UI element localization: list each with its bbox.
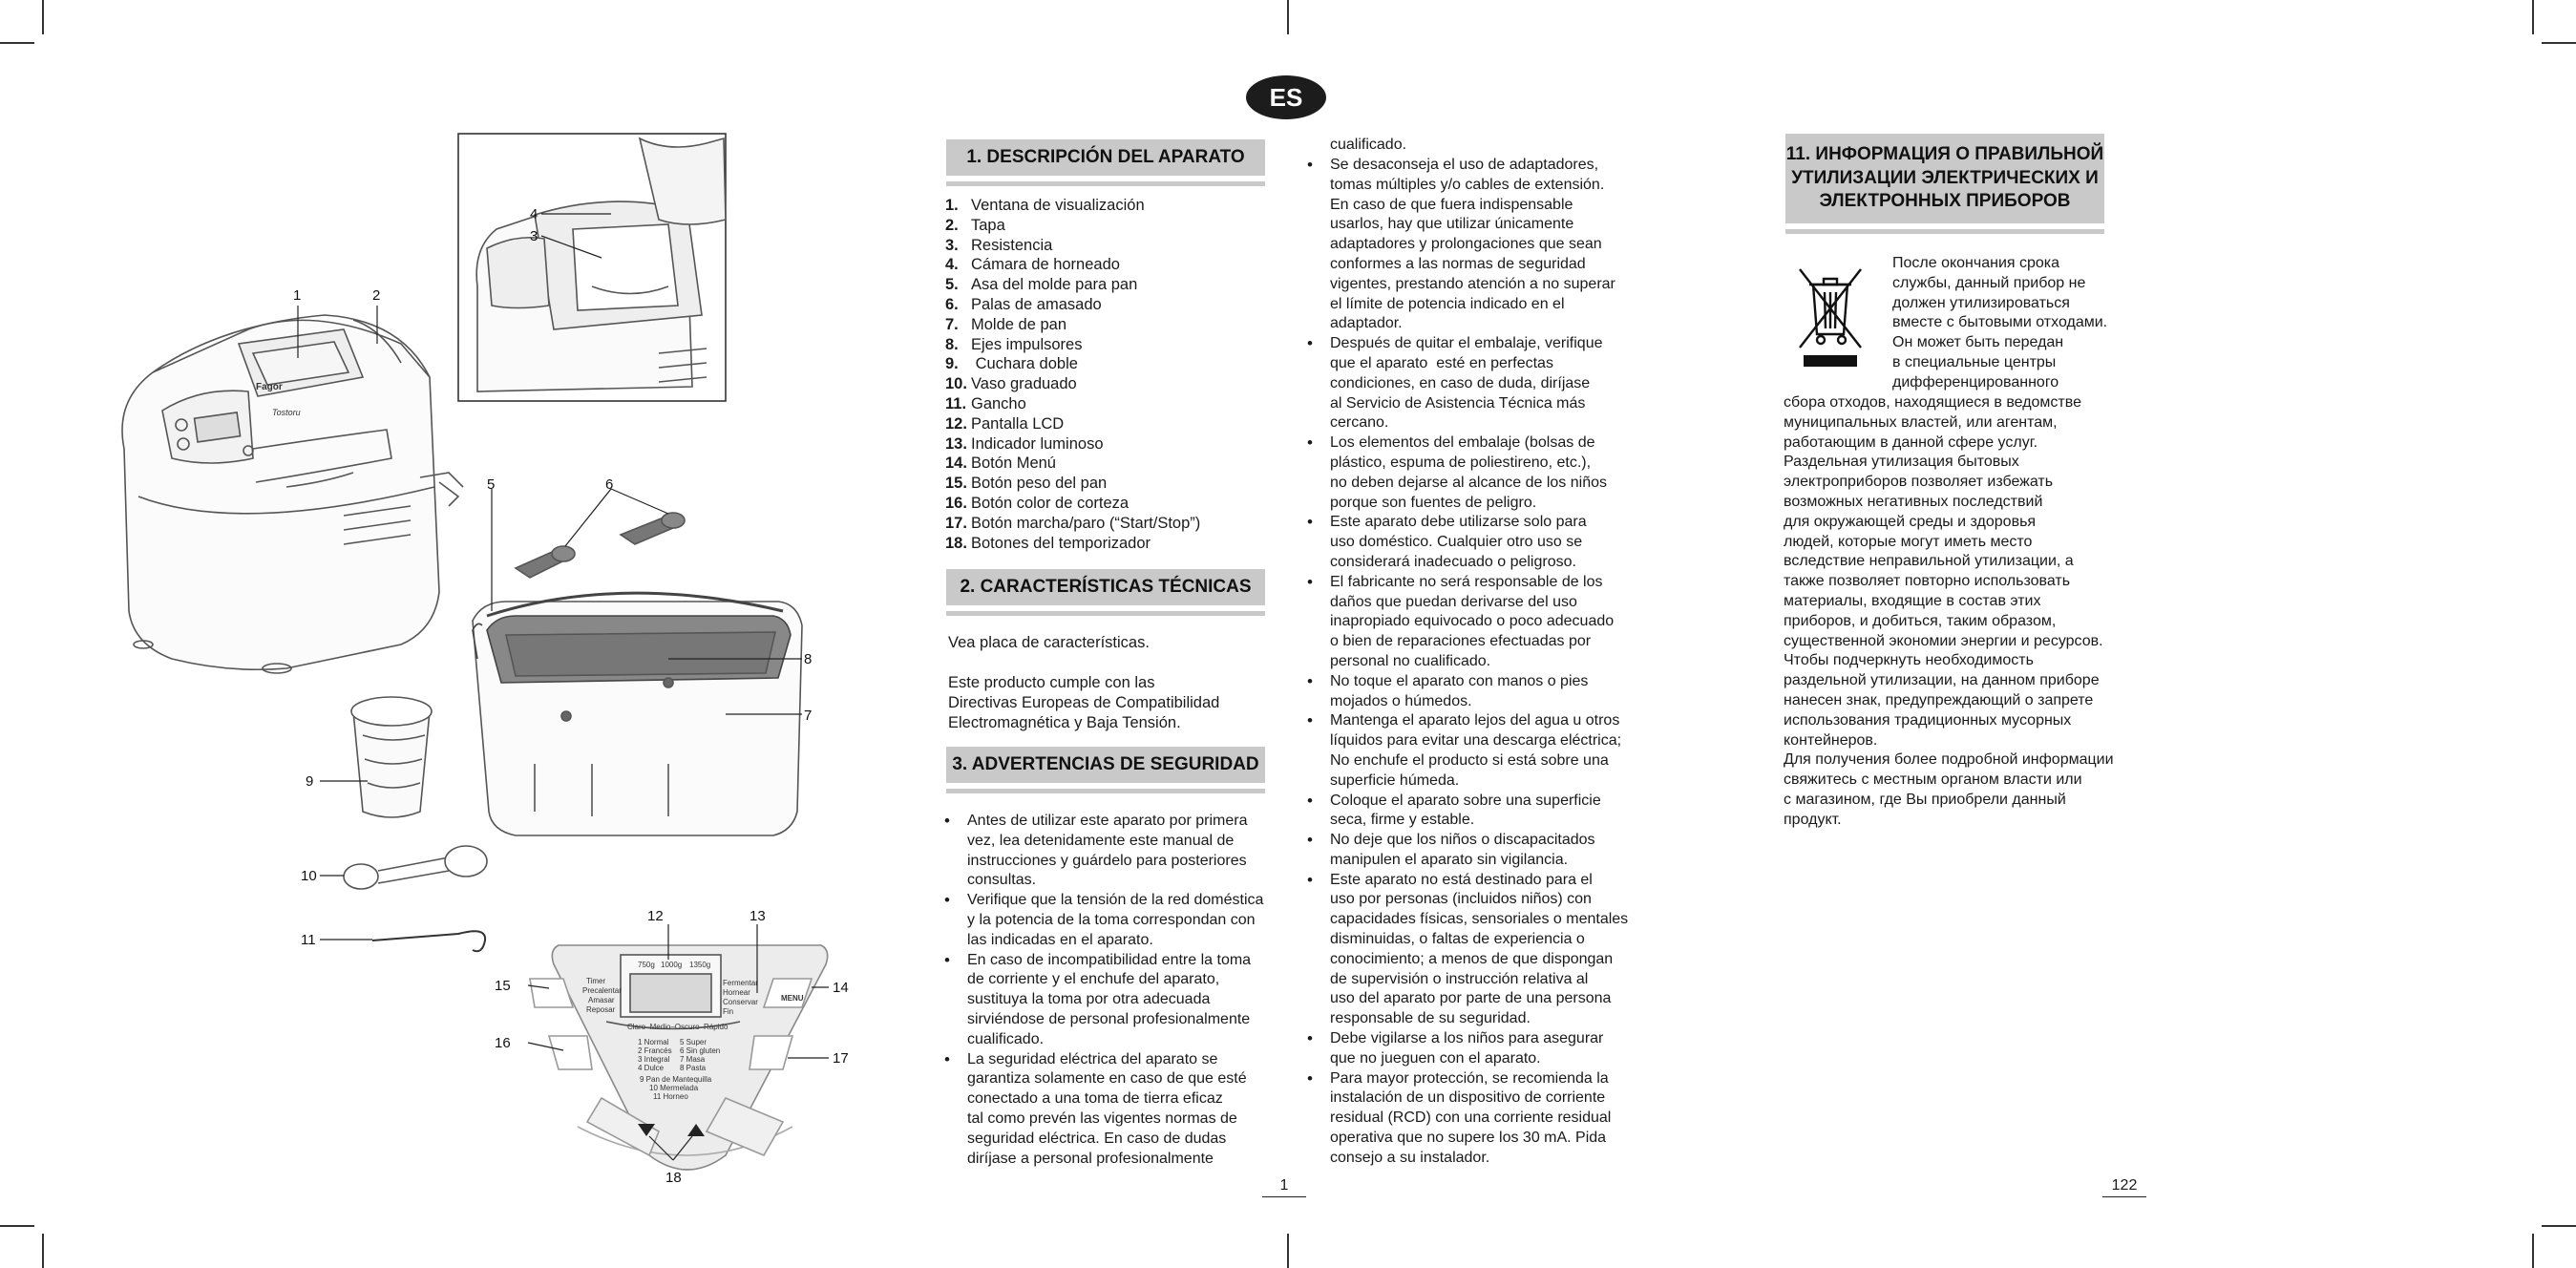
parts-list-text: Botones del temporizador xyxy=(971,534,1151,552)
safety-line: condiciones, en caso de duda, diríjase xyxy=(1330,374,1591,391)
safety-item xyxy=(944,812,1274,891)
safety-line: tomas múltiples y/o cables de extensión. xyxy=(1330,176,1605,193)
parts-list-number: 9. xyxy=(945,355,959,373)
callout-2: 2 xyxy=(372,287,381,304)
weee-line: материалы, входящие в состав этих xyxy=(1784,592,2041,609)
callout-12: 12 xyxy=(647,908,664,924)
safety-line: Este aparato debe utilizarse solo para xyxy=(1330,514,1587,531)
parts-list-number: 12. xyxy=(945,414,967,433)
panel-menu-item: 1 Normal xyxy=(638,1038,669,1046)
parts-list-item xyxy=(945,434,1200,454)
parts-list-number: 6. xyxy=(945,295,959,313)
panel-weight-1: 750g xyxy=(638,961,655,969)
safety-line: consejo a su instalador. xyxy=(1330,1149,1490,1166)
panel-menu-item: 2 Francés xyxy=(638,1046,672,1055)
safety-line: diríjase a personal profesionalmente xyxy=(967,1150,1214,1167)
safety-item xyxy=(1307,433,1636,513)
safety-line: al Servicio de Asistencia Técnica más xyxy=(1330,394,1586,412)
safety-item xyxy=(944,891,1274,950)
parts-list-text: Cámara de horneado xyxy=(971,256,1120,274)
parts-list-item xyxy=(945,335,1200,355)
safety-line: personal no cualificado. xyxy=(1330,652,1491,669)
parts-list-item xyxy=(945,494,1200,514)
safety-item xyxy=(1307,1069,1636,1169)
page-number-right: 122 xyxy=(2102,1177,2146,1197)
callout-17: 17 xyxy=(833,1050,849,1067)
parts-list-item xyxy=(945,474,1200,494)
safety-line: responsable de su seguridad. xyxy=(1330,1010,1531,1027)
parts-list-item xyxy=(945,414,1200,434)
safety-line: manipulen el aparato sin vigilancia. xyxy=(1330,851,1569,868)
parts-list-text: Pantalla LCD xyxy=(971,414,1065,433)
parts-list-item xyxy=(945,236,1200,256)
parts-list-text: Resistencia xyxy=(971,236,1053,254)
safety-line: seguridad eléctrica. En caso de dudas xyxy=(967,1130,1227,1147)
callout-18: 18 xyxy=(665,1170,682,1186)
safety-item xyxy=(1307,1029,1636,1069)
callout-13: 13 xyxy=(750,908,766,924)
safety-line: las indicadas en el aparato. xyxy=(967,931,1153,948)
section-3-rule xyxy=(946,789,1265,793)
directives-text: Este producto cumple con las Directivas Europeas de Compatibilidad Electromagnética y Baja Tensión. xyxy=(948,674,1220,731)
crop-mark xyxy=(42,1234,44,1268)
safety-list-col2 xyxy=(1307,156,1636,1169)
safety-line: mojados o húmedos. xyxy=(1330,692,1472,709)
safety-item xyxy=(944,951,1274,1050)
safety-line: inapropiado equivocado o poco adecuado xyxy=(1330,613,1615,630)
weee-line: нанесен знак, предупреждающий о запрете xyxy=(1784,691,2094,708)
safety-line: No deje que los niños o discapacitados xyxy=(1330,832,1595,849)
weee-line: в специальные центры xyxy=(1892,353,2057,370)
callout-5: 5 xyxy=(487,476,496,493)
parts-list-text: Cuchara doble xyxy=(971,355,1078,373)
crop-mark xyxy=(2542,42,2576,44)
parts-list-item xyxy=(945,534,1200,554)
parts-list-number: 11. xyxy=(945,394,967,412)
safety-line: disminuidas, o faltas de experiencia o xyxy=(1330,931,1585,948)
weee-line: вместе с бытовыми отходами. xyxy=(1892,314,2108,331)
safety-item xyxy=(1307,831,1636,871)
weee-line: раздельной утилизации, на данном приборе xyxy=(1784,672,2100,689)
crop-mark xyxy=(0,1225,34,1227)
callout-16: 16 xyxy=(495,1035,511,1051)
safety-line: residual (RCD) con una corriente residual xyxy=(1330,1110,1612,1127)
safety-line: sirviéndose de personal profesionalmente xyxy=(967,1010,1251,1027)
callout-6: 6 xyxy=(605,476,614,493)
parts-list-item xyxy=(945,275,1200,295)
parts-list-item xyxy=(945,315,1200,335)
callout-9: 9 xyxy=(306,773,314,790)
panel-left-label: Reposar xyxy=(586,1005,616,1014)
safety-item xyxy=(1307,871,1636,1029)
safety-item xyxy=(1307,792,1636,832)
parts-list-item xyxy=(945,295,1200,315)
parts-list-number: 14. xyxy=(945,454,967,473)
parts-list-text: Vaso graduado xyxy=(971,375,1077,393)
parts-list-number: 16. xyxy=(945,494,967,512)
safety-continuation: cualificado. xyxy=(1330,137,1407,153)
parts-list-number: 17. xyxy=(945,514,967,532)
weee-line: возможных негативных последствий xyxy=(1784,493,2043,510)
safety-item xyxy=(1307,334,1636,433)
weee-line: контейнеров. xyxy=(1784,731,1878,749)
safety-line: Mantenga el aparato lejos del agua u otros xyxy=(1330,712,1620,729)
section-3-heading: 3. ADVERTENCIAS DE SEGURIDAD xyxy=(946,747,1265,783)
parts-list-text: Botón marcha/paro (“Start/Stop”) xyxy=(971,514,1201,532)
safety-line: adaptador. xyxy=(1330,315,1403,332)
safety-line: consultas. xyxy=(967,872,1037,889)
model-logo: Tostoru xyxy=(272,408,301,417)
panel-menu-item: 6 Sin gluten xyxy=(680,1046,721,1055)
safety-line: tal como prevén las vigentes normas de xyxy=(967,1110,1237,1127)
language-badge: ES xyxy=(1246,75,1326,119)
safety-line: Después de quitar el embalaje, verifique xyxy=(1330,335,1603,352)
safety-item xyxy=(1307,573,1636,672)
safety-line: La seguridad eléctrica del aparato se xyxy=(967,1050,1218,1067)
weee-line: работающим в данной сфере услуг. xyxy=(1784,433,2038,451)
section-2-rule xyxy=(946,611,1265,616)
weee-line: сбора отходов, находящиеся в ведомстве xyxy=(1784,394,2081,411)
weee-line: Раздельная утилизация бытовых xyxy=(1784,454,2019,471)
safety-line: considerará inadecuado o peligroso. xyxy=(1330,553,1576,570)
safety-line: El fabricante no será responsable de los xyxy=(1330,573,1603,590)
safety-line: adaptadores y prolongaciones que sean xyxy=(1330,236,1602,253)
safety-line: que no jueguen con el aparato. xyxy=(1330,1049,1541,1067)
section-11-heading: 11. ИНФОРМАЦИЯ О ПРАВИЛЬНОЙ УТИЛИЗАЦИИ ЭЛЕКТРИЧЕСКИХ И ЭЛЕКТРОННЫХ ПРИБОРОВ xyxy=(1785,134,2104,223)
parts-list-number: 13. xyxy=(945,434,967,453)
parts-list-item xyxy=(945,394,1200,414)
safety-item xyxy=(944,1050,1274,1170)
weee-crossed-bin-icon xyxy=(1792,260,1869,374)
safety-line: conectado a una toma de tierra eficaz xyxy=(967,1090,1223,1108)
panel-weight-3: 1350g xyxy=(689,961,711,969)
safety-line: instalación de un dispositivo de corriente xyxy=(1330,1089,1606,1107)
parts-list-number: 2. xyxy=(945,216,959,234)
safety-line: capacidades físicas, sensoriales o mentales xyxy=(1330,911,1629,928)
safety-line: Para mayor protección, se recomienda la xyxy=(1330,1069,1609,1087)
weee-line: продукт. xyxy=(1784,811,1842,828)
parts-list-text: Asa del molde para pan xyxy=(971,276,1138,294)
parts-list-number: 4. xyxy=(945,256,959,274)
parts-list-number: 10. xyxy=(945,375,967,393)
parts-list-item xyxy=(945,354,1200,374)
safety-line: Los elementos del embalaje (bolsas de xyxy=(1330,434,1595,452)
safety-line: uso doméstico. Cualquier otro uso se xyxy=(1330,534,1583,551)
safety-line: En caso de incompatibilidad entre la toma xyxy=(967,951,1252,968)
panel-menu-item: 5 Super xyxy=(680,1038,707,1046)
section-1-heading: 1. DESCRIPCIÓN DEL APARATO xyxy=(946,139,1265,176)
safety-line: seca, firme y estable. xyxy=(1330,812,1475,829)
weee-line: людей, которые могут иметь место xyxy=(1784,533,2033,550)
parts-list-number: 5. xyxy=(945,276,959,294)
safety-line: de corriente y el enchufe del aparato, xyxy=(967,971,1220,988)
parts-list-item xyxy=(945,514,1200,534)
safety-line: Verifique que la tensión de la red doméstica xyxy=(967,892,1264,909)
safety-line: o bien de reparaciones efectuadas por xyxy=(1330,633,1592,650)
panel-menu-item: 3 Integral xyxy=(638,1055,670,1064)
safety-line: cercano. xyxy=(1330,414,1389,432)
safety-line: vez, lea detenidamente este manual de xyxy=(967,832,1235,849)
panel-menu-item: 10 Mermelada xyxy=(649,1084,699,1092)
safety-line: vigentes, prestando atención a no superar xyxy=(1330,275,1615,292)
parts-list-item xyxy=(945,255,1200,275)
callout-11: 11 xyxy=(301,932,316,948)
safety-line: plástico, espuma de poliestireno, etc.), xyxy=(1330,454,1592,471)
safety-item xyxy=(1307,672,1636,712)
parts-list-item xyxy=(945,216,1200,236)
parts-list-text: Tapa xyxy=(971,216,1005,234)
safety-line: Se desaconseja el uso de adaptadores, xyxy=(1330,157,1599,173)
panel-menu-item: 8 Pasta xyxy=(680,1064,707,1072)
safety-line: cualificado. xyxy=(967,1030,1045,1047)
safety-line: No toque el aparato con manos o pies xyxy=(1330,672,1589,689)
callout-3: 3 xyxy=(530,228,538,244)
crop-mark xyxy=(2532,1234,2534,1268)
parts-list-text: Indicador luminoso xyxy=(971,434,1104,453)
parts-list-text: Botón color de corteza xyxy=(971,494,1130,512)
panel-left-label: Precalentar xyxy=(582,986,622,995)
panel-menu-item: 7 Masa xyxy=(680,1055,706,1064)
safety-item xyxy=(1307,513,1636,572)
safety-line: Antes de utilizar este aparato por primera xyxy=(967,813,1248,829)
panel-menu-item: 11 Horneo xyxy=(653,1092,688,1101)
safety-line: y la potencia de la toma correspondan con xyxy=(967,911,1256,928)
parts-list-text: Palas de amasado xyxy=(971,295,1102,313)
weee-line: для окружающей среды и здоровья xyxy=(1784,513,2037,530)
safety-line: daños que puedan derivarse del uso xyxy=(1330,593,1577,610)
weee-line: Для получения более подробной информации xyxy=(1784,751,2114,769)
callout-1: 1 xyxy=(293,287,302,304)
weee-line: Он может быть передан xyxy=(1892,334,2064,351)
crop-mark xyxy=(1287,0,1289,34)
safety-line: garantiza solamente en caso de que esté xyxy=(967,1070,1247,1088)
weee-line: службы, данный прибор не xyxy=(1892,274,2086,291)
weee-line: также позволяет повторно использовать xyxy=(1784,573,2071,590)
callout-7: 7 xyxy=(804,708,813,724)
panel-left-label: Amasar xyxy=(588,996,615,1004)
weee-line: с магазином, где Вы приобрели данный xyxy=(1784,791,2066,808)
panel-right-label: Conservar xyxy=(723,998,758,1006)
parts-list-text: Botón Menú xyxy=(971,454,1056,473)
weee-line: муниципальных властей, или агентам, xyxy=(1784,413,2058,431)
panel-right-label: Hornear xyxy=(723,988,750,997)
safety-line: sustituya la toma por otra adecuada xyxy=(967,991,1211,1008)
panel-menu-item: 9 Pan de Mantequilla xyxy=(640,1075,712,1084)
weee-line: После окончания срока xyxy=(1892,255,2060,271)
safety-line: En caso de que fuera indispensable xyxy=(1330,196,1573,213)
parts-list-text: Ejes impulsores xyxy=(971,335,1083,353)
callout-4: 4 xyxy=(530,206,538,222)
weee-text-body xyxy=(1784,393,2114,831)
safety-line: que el aparato esté en perfectas xyxy=(1330,354,1553,371)
section-11-rule xyxy=(1785,229,2104,234)
panel-left-label: Timer xyxy=(586,977,606,985)
panel-menu-button-label: MENU xyxy=(781,994,804,1003)
brand-logo: Fagor xyxy=(256,382,283,392)
safety-item xyxy=(1307,711,1636,791)
page-number-left: 1 xyxy=(1262,1177,1306,1197)
parts-list-number: 8. xyxy=(945,335,959,353)
parts-list-number: 15. xyxy=(945,475,967,493)
safety-line: de supervisión o instrucción relativa al xyxy=(1330,970,1589,987)
panel-crust-row: Claro–Medio–Oscuro–Rápido xyxy=(627,1023,728,1031)
weee-line: свяжитесь с местным органом власти или xyxy=(1784,771,2082,789)
safety-line: conformes a las normas de seguridad xyxy=(1330,255,1586,272)
callout-15: 15 xyxy=(495,978,511,994)
crop-mark xyxy=(2542,1225,2576,1227)
parts-list-number: 3. xyxy=(945,236,959,254)
section-2-heading: 2. CARACTERÍSTICAS TÉCNICAS xyxy=(946,569,1265,605)
parts-list-text: Gancho xyxy=(971,394,1026,412)
safety-line: usarlos, hay que utilizar únicamente xyxy=(1330,216,1574,233)
panel-right-label: Fin xyxy=(723,1007,734,1016)
safety-list-col1 xyxy=(944,812,1274,1169)
crop-mark xyxy=(1287,1234,1289,1268)
weee-line: использования традиционных мусорных xyxy=(1784,711,2072,729)
parts-list-item xyxy=(945,196,1200,216)
parts-list-item xyxy=(945,374,1200,394)
weee-line: Чтобы подчеркнуть необходимость xyxy=(1784,652,2034,669)
safety-line: No enchufe el producto si está sobre una xyxy=(1330,751,1609,769)
parts-list-number: 7. xyxy=(945,315,959,333)
panel-menu-item: 4 Dulce xyxy=(638,1064,665,1072)
panel-right-label: Fermentar xyxy=(723,979,758,987)
safety-line: operativa que no supere los 30 mA. Pida xyxy=(1330,1130,1607,1147)
parts-list-text: Ventana de visualización xyxy=(971,197,1145,214)
callout-14: 14 xyxy=(833,980,849,996)
safety-line: líquidos para evitar una descarga eléctrica; xyxy=(1330,732,1622,750)
safety-line: el límite de potencia indicado en el xyxy=(1330,295,1565,312)
safety-line: instrucciones y guárdelo para posteriores xyxy=(967,852,1247,869)
weee-line: дифференцированного xyxy=(1892,373,2059,391)
safety-line: Debe vigilarse a los niños para asegurar xyxy=(1330,1030,1604,1047)
weee-line: должен утилизироваться xyxy=(1892,294,2070,311)
safety-line: Coloque el aparato sobre una superficie xyxy=(1330,792,1601,809)
weee-line: существенной экономии энергии и ресурсов. xyxy=(1784,632,2103,649)
safety-line: superficie húmeda. xyxy=(1330,771,1460,789)
safety-line: Este aparato no está destinado para el xyxy=(1330,871,1593,888)
panel-weight-2: 1000g xyxy=(661,961,683,969)
parts-list-number: 1. xyxy=(945,197,959,214)
callout-10: 10 xyxy=(301,868,317,884)
safety-line: conocimiento; a menos de que dispongan xyxy=(1330,950,1614,967)
safety-line: no deben dejarse al alcance de los niños xyxy=(1330,474,1607,491)
weee-text-beside-icon xyxy=(1892,254,2107,393)
safety-line: uso del aparato por parte de una persona xyxy=(1330,990,1612,1007)
parts-list xyxy=(945,196,1200,553)
weee-line: электроприборов позволяет избежать xyxy=(1784,474,2054,491)
weee-line: приборов, и добиться, таким образом, xyxy=(1784,612,2057,629)
crop-mark xyxy=(2532,0,2534,34)
callout-8: 8 xyxy=(804,651,813,667)
appliance-diagram xyxy=(0,0,859,1203)
safety-item xyxy=(1307,156,1636,334)
safety-line: porque son fuentes de peligro. xyxy=(1330,494,1537,511)
parts-list-number: 18. xyxy=(945,534,967,552)
safety-line: uso por personas (incluidos niños) con xyxy=(1330,891,1592,908)
section-1-rule xyxy=(946,181,1265,186)
weee-line: вследствие неправильной утилизации, а xyxy=(1784,553,2074,570)
spec-plate-text: Vea placa de características. xyxy=(948,634,1150,651)
parts-list-text: Molde de pan xyxy=(971,315,1066,333)
parts-list-text: Botón peso del pan xyxy=(971,475,1108,493)
parts-list-item xyxy=(945,454,1200,474)
